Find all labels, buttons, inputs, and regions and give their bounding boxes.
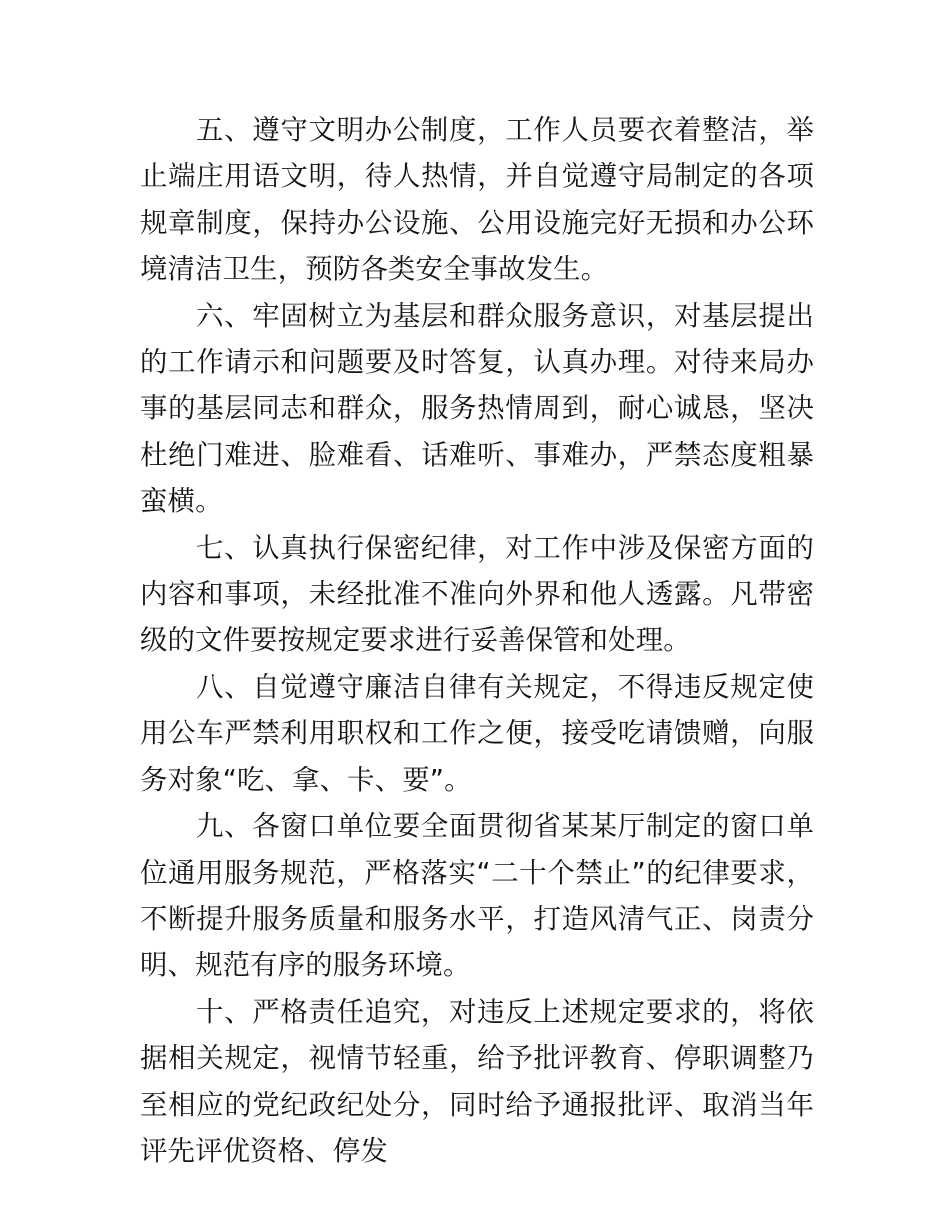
paragraph-10: 十、严格责任追究，对违反上述规定要求的，将依据相关规定，视情节轻重，给予批评教育、停职调整乃至相应的党纪政纪处分，同时给予通报批评、取消当年评先评优资格、停发 xyxy=(140,996,814,1167)
document-body xyxy=(140,108,814,1175)
paragraph-7: 七、认真执行保密纪律，对工作中涉及保密方面的内容和事项，未经批准不准向外界和他人透露。凡带密级的文件要按规定要求进行妥善保管和处理。 xyxy=(140,532,814,657)
paragraph-8: 八、自觉遵守廉洁自律有关规定，不得违反规定使用公车严禁利用职权和工作之便，接受吃请馈赠，向服务对象“吃、拿、卡、要”。 xyxy=(140,671,814,796)
paragraph-5: 五、遵守文明办公制度，工作人员要衣着整洁，举止端庄用语文明，待人热情，并自觉遵守局制定的各项规章制度，保持办公设施、公用设施完好无损和办公环境清洁卫生，预防各类安全事故发生。 xyxy=(140,115,814,286)
paragraph-9: 九、各窗口单位要全面贯彻省某某厅制定的窗口单位通用服务规范，严格落实“二十个禁止”的纪律要求，不断提升服务质量和服务水平，打造风清气正、岗责分明、规范有序的服务环境。 xyxy=(140,811,814,982)
paragraph-6: 六、牢固树立为基层和群众服务意识，对基层提出的工作请示和问题要及时答复，认真办理。对待来局办事的基层同志和群众，服务热情周到，耐心诚恳，坚决杜绝门难进、脸难看、话难听、事难办，严禁态度粗暴蛮横。 xyxy=(140,300,814,518)
